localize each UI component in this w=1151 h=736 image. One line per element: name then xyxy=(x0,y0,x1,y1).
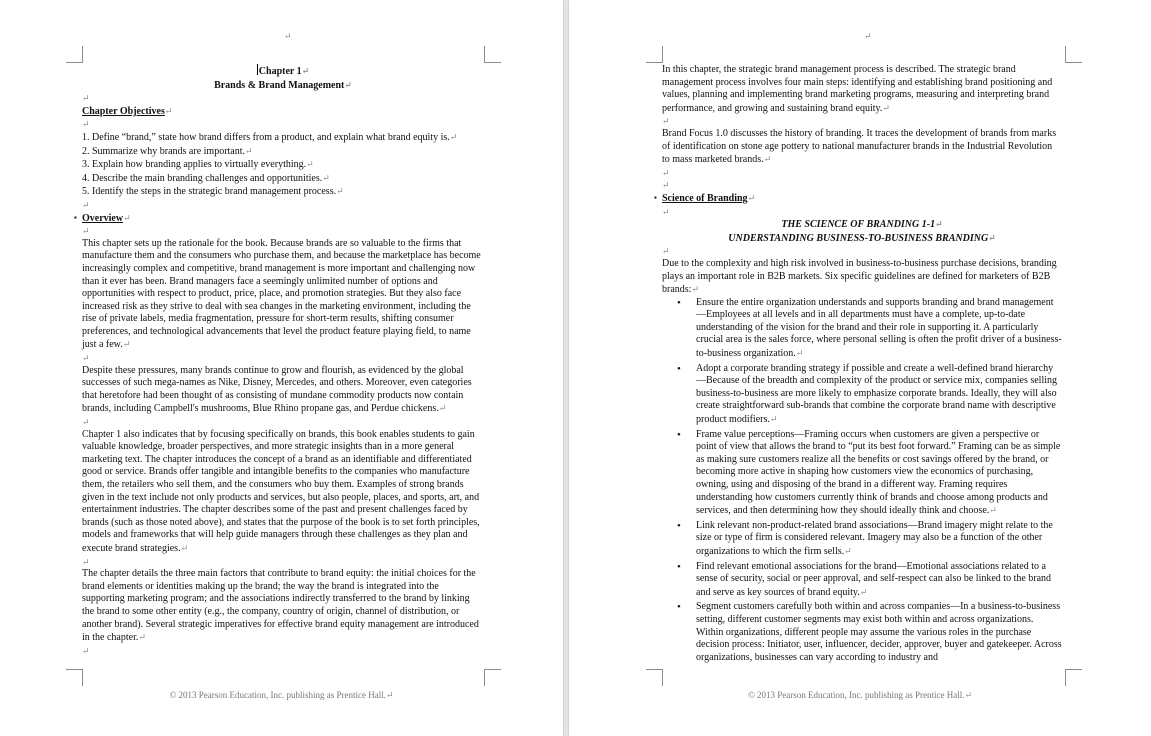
empty-paragraph: ↵ xyxy=(662,167,670,178)
list-item: • Link relevant non-product-related brand associations—Brand imagery might relate to the size or type of firm is considered relevant. Imagery may also be a function of the other organizations to which the firm sells.↵ xyxy=(662,520,1062,559)
crop-mark-bottom-left xyxy=(66,669,83,686)
empty-paragraph: ↵ xyxy=(82,556,90,567)
page-footer: © 2013 Pearson Education, Inc. publishing as Prentice Hall.↵ xyxy=(169,690,394,700)
objective-item: 5. Identify the steps in the strategic brand management process.↵ xyxy=(82,186,344,198)
science-of-branding-heading: ▪ Science of Branding↵ xyxy=(662,192,1062,206)
empty-paragraph: ↵ xyxy=(82,353,90,364)
header-paragraph-mark: ↵ xyxy=(864,31,872,41)
empty-paragraph: ↵ xyxy=(662,246,670,257)
box-title-line-1: THE SCIENCE OF BRANDING 1-1↵ xyxy=(781,219,943,231)
empty-paragraph: ↵ xyxy=(82,119,90,130)
objective-item: 4. Describe the main branding challenges and opportunities.↵ xyxy=(82,172,330,184)
objectives-heading: Chapter Objectives↵ xyxy=(82,105,173,117)
list-item: • Find relevant emotional associations for the brand—Emotional associations related to a sense of security, social or peer approval, and self-respect can also be linked to the brand and serve as key sources of brand equity.↵ xyxy=(662,561,1062,600)
chapter-title: Brands & Brand Management↵ xyxy=(214,79,352,91)
empty-paragraph: ↵ xyxy=(662,116,670,127)
crop-mark-top-left xyxy=(66,46,83,63)
header-paragraph-mark: ↵ xyxy=(284,31,292,41)
crop-mark-top-right xyxy=(484,46,501,63)
body-paragraph: Despite these pressures, many brands continue to grow and flourish, as evidenced by the global successes of such mega-names as Nike, Disney, Mercedes, and others. Moreover, even categories that heretofore had been thought of as consisting of mundane commodity products now contain brands, including Campbell's mushrooms, Blue Rhino propane gas, and Perdue chickens.↵ xyxy=(82,364,472,415)
empty-paragraph: ↵ xyxy=(662,206,670,217)
text-cursor xyxy=(257,64,258,75)
document-page-1 xyxy=(0,0,563,736)
empty-paragraph: ↵ xyxy=(82,645,90,656)
empty-paragraph: ↵ xyxy=(82,199,90,210)
empty-paragraph: ↵ xyxy=(662,180,670,191)
empty-paragraph: ↵ xyxy=(82,417,90,428)
crop-mark-top-right xyxy=(1065,46,1082,63)
page-1-body[interactable] xyxy=(82,64,484,657)
list-item: • Adopt a corporate branding strategy if possible and create a well-defined brand hierarchy—Because of the breadth and complexity of the product or service mix, companies selling business-to-business are more likely to emphasize corporate brands. Ideally, they will also create straightforward sub-brands that combine the corporate brand name with descriptive product modifiers.↵ xyxy=(662,363,1062,427)
body-paragraph: In this chapter, the strategic brand management process is described. The strategic brand management process involves four main steps: identifying and establishing brand positioning and values, planning and implementing brand marketing programs, measuring and interpreting brand performance, and growing and sustaining brand equity.↵ xyxy=(662,64,1053,114)
crop-mark-bottom-right xyxy=(1065,669,1082,686)
empty-paragraph: ↵ xyxy=(82,226,90,237)
body-paragraph: Chapter 1 also indicates that by focusing specifically on brands, this book enables students to gain valuable knowledge, broader perspectives, and more strategic insights than in a more general marketing text. The chapter introduces the concept of a brand as an identifiable and differentiated good or service. Brands offer tangible and intangible benefits to the companies who manufacture them, the retailers who sell them, and the consumers who buy them. Examples of strong brands given in the text include not only products and services, but also people, places, and sports, art, and entertainment industries. The chapter describes some of the past and present challenges faced by brands (such as those noted above), and states that the purpose of the book is to set forth principles, models and frameworks that will help guide managers through these challenges as they plan and execute brand strategies.↵ xyxy=(82,428,480,554)
guidelines-list xyxy=(662,297,1062,665)
empty-paragraph: ↵ xyxy=(82,93,90,104)
list-item: • Ensure the entire organization understands and supports branding and brand management—Employees at all levels and in all departments must have a complete, up-to-date understanding of the vision for the brand and their role in supporting it. A particularly crucial area is the sales force, where personal selling is often the profit driver of a business-to-business organization.↵ xyxy=(662,297,1062,361)
box-title-line-2: UNDERSTANDING BUSINESS-TO-BUSINESS BRANDING↵ xyxy=(728,232,996,244)
crop-mark-bottom-right xyxy=(484,669,501,686)
crop-mark-top-left xyxy=(646,46,663,63)
list-item: • Frame value perceptions—Framing occurs when customers are given a perspective or point of view that allows the brand to “put its best foot forward.” Framing can be as simple as making sure customers realize all the benefits or cost savings offered by the brand, or becoming more active in shaping how customers view the economics of purchasing, owning, using and disposing of the brand in a different way. Framing requires understanding how customers currently think of brands and choose among products and services, and then determining how they should ideally think and choose.↵ xyxy=(662,429,1062,518)
intro-paragraph: Due to the complexity and high risk involved in business-to-business purchase decisions, branding plays an important role in B2B markets. Six specific guidelines are defined for marketers of B2B brands:↵ xyxy=(662,257,1057,296)
page-footer: © 2013 Pearson Education, Inc. publishing as Prentice Hall.↵ xyxy=(747,690,973,700)
chapter-number: Chapter 1↵ xyxy=(258,66,310,77)
document-page-2 xyxy=(569,0,1151,736)
objective-item: 2. Summarize why brands are important.↵ xyxy=(82,145,253,157)
body-paragraph: Brand Focus 1.0 discusses the history of branding. It traces the development of brands from marks of identification on stone age pottery to national manufacturer brands in the Industrial Revolution to mass marketed brands.↵ xyxy=(662,127,1057,166)
list-item: • Segment customers carefully both within and across companies—In a business-to-business setting, different customer segments may exist both within and across organizations. Within organizations, different people may assume the various roles in the purchase decision process: Initiator, user, influencer, decider, approver, buyer and gatekeeper. Across organizations, businesses can vary according to industry and xyxy=(662,601,1062,664)
crop-mark-bottom-left xyxy=(646,669,663,686)
objective-item: 3. Explain how branding applies to virtually everything.↵ xyxy=(82,159,314,171)
body-paragraph: The chapter details the three main factors that contribute to brand equity: the initial choices for the brand elements or identities making up the brand; the way the brand is integrated into the supporting marketing program; and the associations indirectly transferred to the brand by linking the brand to some other entity (e.g., the company, country of origin, channel of distribution, or another brand). Several strategic imperatives for effective brand equity management are introduced in the chapter.↵ xyxy=(82,568,479,644)
objective-item: 1. Define “brand,” state how brand differs from a product, and explain what brand equity is.↵ xyxy=(82,131,458,143)
body-paragraph: This chapter sets up the rationale for the book. Because brands are so valuable to the firms that manufacture them and the consumers who purchase them, and because the marketplace has become increasingly complex and competitive, brand management is more important and challenging now than it ever has been. Brand managers face a seemingly unlimited number of options and opportunities with respect to product, price, place, and promotion strategies. But they also face increased risk as they strive to deal with sea changes in the marketing environment, including the rise of private labels, media fragmentation, pressure for short-term results, shifting consumer preferences, and technological advancements that level the product feature playing field, to name just a few.↵ xyxy=(82,237,481,351)
overview-heading: ▪ Overview↵ xyxy=(82,212,484,226)
page-2-body[interactable] xyxy=(662,64,1062,666)
